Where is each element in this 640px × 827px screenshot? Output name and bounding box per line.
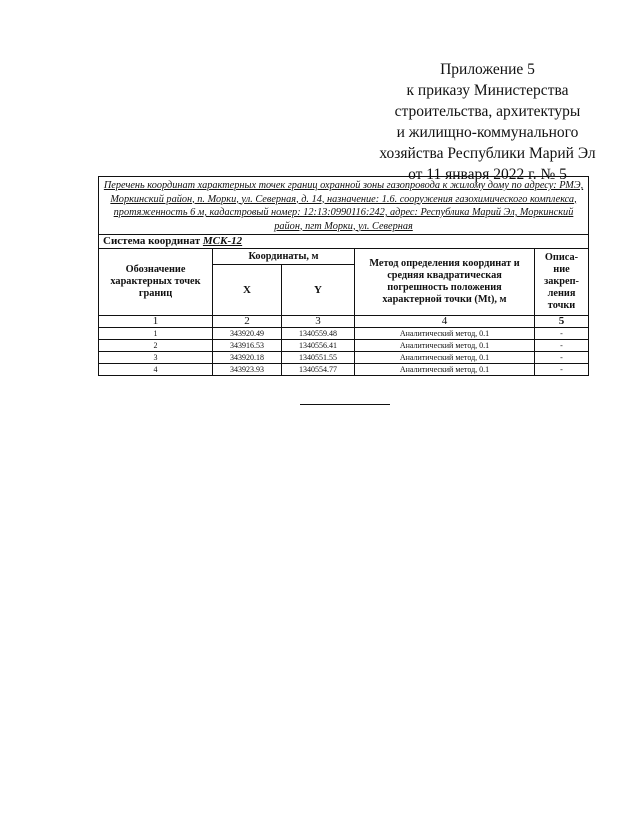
column-number-row <box>99 316 589 328</box>
point-number: 1 <box>99 328 213 340</box>
coordinate-x: 343920.18 <box>213 352 282 364</box>
table-title-row <box>99 177 589 235</box>
appendix-line: Приложение 5 <box>440 61 535 78</box>
column-number: 2 <box>213 316 282 328</box>
closing-divider <box>300 404 390 405</box>
coordinate-y: 1340554.77 <box>282 364 355 376</box>
point-number: 4 <box>99 364 213 376</box>
method-cell: Аналитический метод, 0.1 <box>355 340 535 352</box>
column-number: 1 <box>99 316 213 328</box>
coordinate-system-value: МСК-12 <box>202 235 243 247</box>
coordinates-table <box>98 176 589 376</box>
coordinate-y: 1340551.55 <box>282 352 355 364</box>
table-row <box>99 352 589 364</box>
coordinate-y: 1340556.41 <box>282 340 355 352</box>
column-number: 5 <box>535 316 589 328</box>
header-method: Метод определения координат и средняя квадратическая погрешность положения характерной точки (Mt), м <box>355 249 535 316</box>
table-row <box>99 328 589 340</box>
coordinate-y: 1340559.48 <box>282 328 355 340</box>
coordinate-system-label: Система координат <box>103 235 201 247</box>
appendix-line: хозяйства Республики Марий Эл <box>379 145 596 162</box>
table-title: Перечень координат характерных точек границ охранной зоны газопровода к жилому дому по адресу: РМЭ, Моркинский район, п. Морки, ул. Северная, д. 14, назначение: 1.6. сооружения газохимического комплекса, протяженность 6 м, кадастровый номер: 12:13:0990116:242, адрес: Республика Марий Эл, Моркинский район, пгт Морки, ул. Северная <box>99 177 589 235</box>
header-description: Описа-ние закреп-ления точки <box>535 249 589 316</box>
appendix-header <box>360 59 615 185</box>
table-row <box>99 340 589 352</box>
header-y: Y <box>282 265 355 316</box>
point-number: 3 <box>99 352 213 364</box>
description-cell: - <box>535 340 589 352</box>
method-cell: Аналитический метод, 0.1 <box>355 328 535 340</box>
coordinate-system <box>99 235 589 249</box>
appendix-line: к приказу Министерства <box>406 82 569 99</box>
coordinate-x: 343916.53 <box>213 340 282 352</box>
appendix-line: от 11 января 2022 г. № 5 <box>408 166 567 183</box>
header-coordinates: Координаты, м <box>213 249 355 265</box>
column-number: 3 <box>282 316 355 328</box>
coordinate-x: 343923.93 <box>213 364 282 376</box>
appendix-line: строительства, архитектуры <box>394 103 581 120</box>
header-designation: Обозначение характерных точек границ <box>99 249 213 316</box>
point-number: 2 <box>99 340 213 352</box>
header-x: X <box>213 265 282 316</box>
method-cell: Аналитический метод, 0.1 <box>355 364 535 376</box>
description-cell: - <box>535 352 589 364</box>
appendix-line: и жилищно-коммунального <box>396 124 579 141</box>
description-cell: - <box>535 364 589 376</box>
header-row <box>99 249 589 265</box>
method-cell: Аналитический метод, 0.1 <box>355 352 535 364</box>
coordinate-system-row <box>99 235 589 249</box>
column-number: 4 <box>355 316 535 328</box>
table-row <box>99 364 589 376</box>
description-cell: - <box>535 328 589 340</box>
coordinate-x: 343920.49 <box>213 328 282 340</box>
